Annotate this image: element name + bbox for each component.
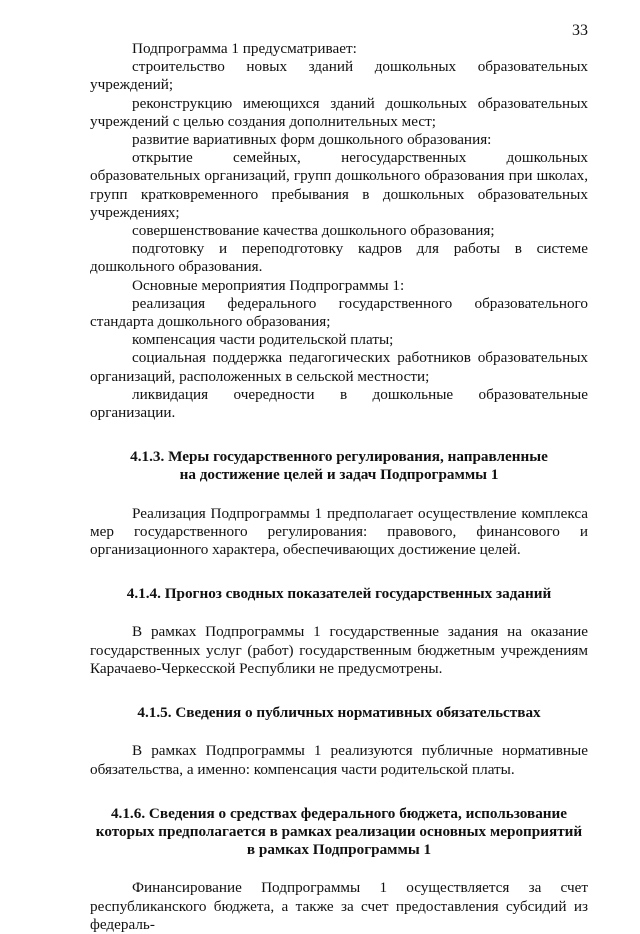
list-item: подготовку и переподготовку кадров для работы в системе дошкольного образования.: [90, 240, 588, 276]
section-heading-4-1-6: [90, 805, 588, 860]
heading-line: которых предполагается в рамках реализации основных мероприятий: [95, 822, 583, 840]
section-heading-4-1-3: [90, 448, 588, 484]
section-body: Финансирование Подпрограммы 1 осуществляется за счет республиканского бюджета, а также за счет предоставления субсидий из федераль-: [90, 879, 588, 933]
heading-line: 4.1.4. Прогноз сводных показателей государственных заданий: [126, 585, 552, 603]
list-item: ликвидация очередности в дошкольные образовательные организации.: [90, 385, 588, 422]
section-heading-4-1-5: [90, 704, 588, 722]
list-item: реконструкцию имеющихся зданий дошкольных образовательных учреждений с целью создания дополнительных мест;: [90, 94, 588, 130]
intro-line: Подпрограмма 1 предусматривает:: [132, 40, 357, 57]
section-heading-4-1-4: [90, 585, 588, 603]
section-body: Реализация Подпрограммы 1 предполагает осуществление комплекса мер государственного регулирования: правового, финансового и организационного характера, обеспечивающих достижение целей.: [90, 504, 588, 559]
section-body: В рамках Подпрограммы 1 реализуются публичные нормативные обязательства, а именно: компенсация части родительской платы.: [90, 742, 588, 778]
page-number: 33: [572, 22, 588, 39]
intro-line: Основные мероприятия Подпрограммы 1:: [132, 276, 405, 294]
heading-line: 4.1.6. Сведения о средствах федерального бюджета, использование: [110, 804, 568, 822]
document-body: [90, 40, 588, 934]
heading-line: в рамках Подпрограммы 1: [246, 841, 432, 859]
list-item: развитие вариативных форм дошкольного образования:: [132, 131, 492, 149]
list-item: компенсация части родительской платы;: [132, 331, 394, 349]
heading-line: 4.1.5. Сведения о публичных нормативных обязательствах: [137, 704, 541, 722]
heading-line: 4.1.3. Меры государственного регулирования, направленные: [130, 448, 548, 466]
list-item: строительство новых зданий дошкольных образовательных учреждений;: [90, 58, 588, 94]
list-item: открытие семейных, негосударственных дошкольных образовательных организаций, групп дошкольного образования при школах, групп кратковременного пребывания в дошкольных образовательных учреждениях;: [90, 149, 588, 221]
list-item: совершенствование качества дошкольного образования;: [132, 222, 495, 240]
list-item: реализация федерального государственного образовательного стандарта дошкольного образования;: [90, 294, 588, 331]
heading-line: на достижение целей и задач Подпрограммы 1: [179, 466, 499, 484]
list-item: социальная поддержка педагогических работников образовательных организаций, расположенных в сельской местности;: [90, 349, 588, 385]
section-body: В рамках Подпрограммы 1 государственные задания на оказание государственных услуг (работ) государственным бюджетным учреждениям Карачаево-Черкесской Республики не предусмотрены.: [90, 623, 588, 677]
